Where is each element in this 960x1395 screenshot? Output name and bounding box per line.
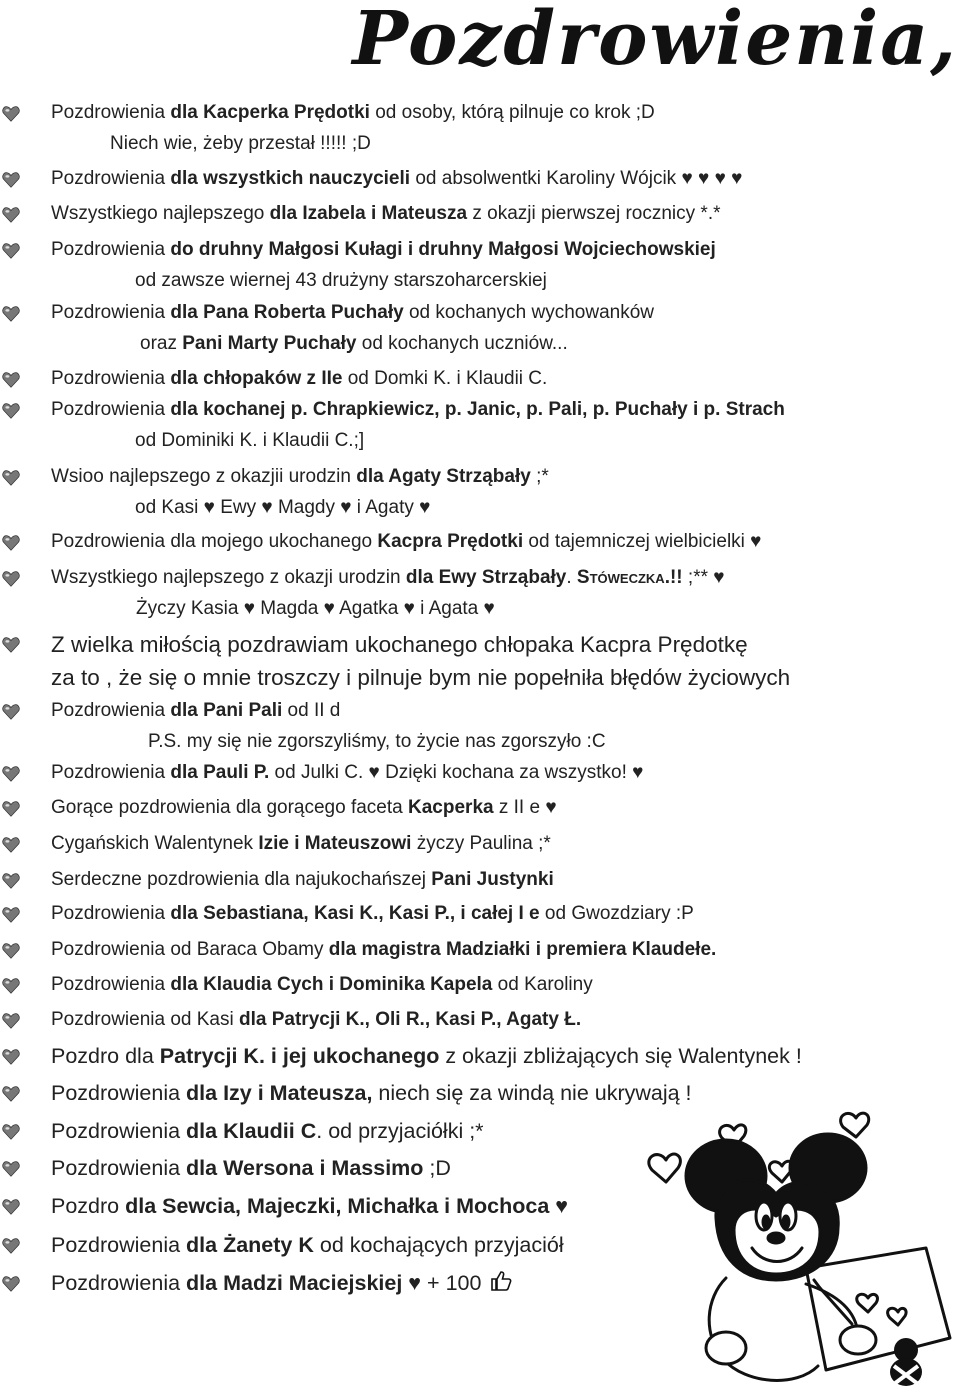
heart-icon <box>2 570 20 588</box>
text-segment: ;* <box>530 466 549 487</box>
text-segment: Pozdrowienia <box>51 1156 187 1180</box>
greeting-text-continued <box>110 132 371 156</box>
text-segment: od Julki C. ♥ Dzięki kochana za wszystko! ♥ <box>269 762 644 783</box>
heart-icon <box>2 942 20 960</box>
text-segment: życzy Paulina ;* <box>411 833 551 854</box>
highlighted-name: dla Pauli P. <box>170 762 270 783</box>
highlighted-name: dla magistra Madziałki i premiera Klaudełe. <box>328 939 717 960</box>
heart-icon <box>2 534 20 552</box>
heart-icon <box>2 1012 20 1030</box>
text-segment: od II d <box>282 700 341 721</box>
highlighted-name: dla Klaudii C <box>186 1119 317 1143</box>
greeting-text <box>51 1269 513 1297</box>
text-segment: Pozdrowienia <box>51 302 171 323</box>
heart-icon <box>2 171 20 189</box>
highlighted-name: dla Izabela i Mateusza <box>269 203 468 224</box>
text-segment: Z wielka miłością pozdrawiam ukochanego chłopaka Kacpra Prędotkę <box>51 632 748 657</box>
heart-icon <box>2 371 20 389</box>
text-segment: Wszystkiego najlepszego <box>51 203 270 224</box>
greeting-text <box>51 868 554 892</box>
text-segment: Pozdrowienia <box>51 1119 187 1143</box>
heart-icon <box>2 305 20 323</box>
text-segment: od Karoliny <box>492 974 593 995</box>
heart-icon <box>2 206 20 224</box>
heart-icon <box>2 906 20 924</box>
greeting-text <box>51 238 716 262</box>
heart-icon <box>2 1123 20 1141</box>
greeting-text <box>51 301 654 325</box>
text-segment: od Kasi ♥ Ewy ♥ Magdy ♥ i Agaty ♥ <box>135 497 431 518</box>
text-segment: . <box>566 567 577 588</box>
page-title: Pozdrowienia, <box>352 0 958 82</box>
greeting-text <box>51 1117 484 1145</box>
highlighted-name: dla Wersona i Massimo <box>186 1156 424 1180</box>
text-segment: Pozdrowienia <box>51 1271 187 1295</box>
text-segment: od kochających przyjaciół <box>313 1233 564 1257</box>
heart-icon <box>2 977 20 995</box>
text-segment: Pozdrowienia od Kasi <box>51 1009 239 1030</box>
text-segment: od tajemniczej wielbicielki ♥ <box>523 531 762 552</box>
highlighted-name: dla chłopaków z IIe <box>170 368 343 389</box>
highlighted-name: dla Żanety K <box>186 1233 314 1257</box>
heart-icon <box>2 1160 20 1178</box>
greeting-text-continued <box>51 663 790 693</box>
text-segment: Wsioo najlepszego z okazjii urodzin <box>51 466 357 487</box>
heart-icon <box>2 1048 20 1066</box>
highlighted-name: dla wszystkich nauczycieli <box>170 168 411 189</box>
greeting-text <box>51 1079 692 1107</box>
highlighted-name: dla Klaudia Cych i Dominika Kapela <box>170 974 493 995</box>
text-segment: niech się za windą nie ukrywają ! <box>372 1081 692 1105</box>
highlighted-name: dla Pani Pali <box>170 700 283 721</box>
text-segment: ;D <box>423 1156 451 1180</box>
heart-icon <box>2 765 20 783</box>
greeting-text-continued <box>135 429 364 453</box>
greeting-text <box>51 1154 451 1182</box>
greeting-text <box>51 1192 568 1220</box>
greeting-text <box>51 167 742 191</box>
highlighted-name: Patrycji K. i jej ukochanego <box>159 1044 440 1068</box>
heart-icon <box>2 703 20 721</box>
heart-icon <box>2 469 20 487</box>
text-segment: Pozdrowienia od Baraca Obamy <box>51 939 329 960</box>
heart-icon <box>2 1198 20 1216</box>
greeting-text <box>51 832 551 856</box>
heart-icon <box>2 800 20 818</box>
text-segment: Pozdrowienia <box>51 762 171 783</box>
highlighted-name: do druhny Małgosi Kułagi i druhny Małgosi Wojciechowskiej <box>170 239 716 260</box>
highlighted-name: Izie i Mateuszowi <box>258 833 412 854</box>
text-segment: Niech wie, żeby przestał !!!!! ;D <box>110 133 371 154</box>
highlighted-name: .!! <box>664 567 683 588</box>
greeting-text-continued <box>136 597 495 621</box>
highlighted-name: Pani Justynki <box>431 869 554 890</box>
text-segment: Pozdro dla <box>51 1044 160 1068</box>
text-segment: od kochanych wychowanków <box>403 302 655 323</box>
text-segment: od Domki K. i Klaudii C. <box>342 368 548 389</box>
text-segment: Pozdrowienia <box>51 239 171 260</box>
text-segment: za to , że się o mnie troszczy i pilnuje bym nie popełniła błędów życiowych <box>51 665 791 690</box>
text-segment: Pozdrowienia <box>51 168 171 189</box>
text-segment: ♥ <box>549 1194 569 1218</box>
heart-icon <box>2 242 20 260</box>
text-segment: P.S. my się nie zgorszyliśmy, to życie nas zgorszyło :C <box>148 731 606 752</box>
text-segment: . od przyjaciółki ;* <box>316 1119 484 1143</box>
greeting-text <box>51 1008 581 1032</box>
heart-icon <box>2 1275 20 1293</box>
text-segment: z okazji pierwszej rocznicy *.* <box>467 203 721 224</box>
text-segment: Pozdrowienia <box>51 974 171 995</box>
highlighted-name: dla Ewy Strząbały <box>405 567 567 588</box>
heart-icon <box>2 636 20 654</box>
text-segment: Gorące pozdrowienia dla gorącego faceta <box>51 797 409 818</box>
text-segment: Pozdrowienia dla mojego ukochanego <box>51 531 378 552</box>
greeting-text-continued <box>135 269 547 293</box>
highlighted-name: dla Sebastiana, Kasi K., Kasi P., i całej I e <box>170 903 540 924</box>
greeting-text <box>51 796 557 820</box>
text-segment: Pozdrowienia <box>51 700 171 721</box>
highlighted-name: dla Patrycji K., Oli R., Kasi P., Agaty Ł. <box>239 1009 582 1030</box>
greeting-text <box>51 938 716 962</box>
greeting-text <box>51 398 785 422</box>
highlighted-name: dla Madzi Maciejskiej <box>186 1271 403 1295</box>
text-segment: od Dominiki K. i Klaudii C.;] <box>135 430 365 451</box>
greeting-text <box>51 1231 564 1259</box>
highlighted-name: dla Pana Roberta Puchały <box>170 302 404 323</box>
text-segment: Pozdrowienia <box>51 1081 187 1105</box>
floating-heart-icon <box>841 1113 869 1137</box>
heart-icon <box>2 836 20 854</box>
greeting-text <box>51 566 725 590</box>
greeting-text <box>51 761 643 785</box>
text-segment: Cygańskich Walentynek <box>51 833 259 854</box>
text-segment: od osoby, którą pilnuje co krok ;D <box>369 102 655 123</box>
greeting-text <box>51 530 761 554</box>
heart-icon <box>2 402 20 420</box>
highlighted-name: Pani Marty Puchały <box>182 333 357 354</box>
greeting-text <box>51 973 593 997</box>
text-segment: ♥ + 100 <box>402 1271 482 1295</box>
greeting-text <box>51 699 340 723</box>
text-segment: Stóweczka <box>576 567 665 588</box>
text-segment: z II e ♥ <box>493 797 557 818</box>
text-segment: od Gwozdziary :P <box>539 903 694 924</box>
greeting-text <box>51 902 694 926</box>
highlighted-name: dla kochanej p. Chrapkiewicz, p. Janic, p. Pali, p. Puchały i p. Strach <box>170 399 785 420</box>
floating-heart-icon <box>649 1154 681 1182</box>
greeting-text-continued <box>148 730 606 754</box>
greeting-text-continued <box>140 332 568 356</box>
greeting-text <box>51 367 547 391</box>
text-segment: Pozdrowienia <box>51 1233 187 1257</box>
text-segment: od zawsze wiernej 43 drużyny starszoharcerskiej <box>135 270 547 291</box>
heart-icon <box>2 1085 20 1103</box>
greeting-text <box>51 101 655 125</box>
text-segment: Pozdrowienia <box>51 102 171 123</box>
thumbs-up-icon <box>489 1269 513 1293</box>
text-segment: od kochanych uczniów... <box>356 333 568 354</box>
highlighted-name: dla Kacperka Prędotki <box>170 102 370 123</box>
greeting-text <box>51 465 549 489</box>
highlighted-name: dla Izy i Mateusza, <box>186 1081 373 1105</box>
heart-icon <box>2 105 20 123</box>
greeting-text <box>51 1042 802 1070</box>
text-segment: Serdeczne pozdrowienia dla najukochańszej <box>51 869 432 890</box>
greeting-text <box>51 630 748 660</box>
greeting-text <box>51 202 721 226</box>
text-segment: od absolwentki Karoliny Wójcik ♥ ♥ ♥ ♥ <box>410 168 743 189</box>
heart-icon <box>2 872 20 890</box>
text-segment: Pozdrowienia <box>51 368 171 389</box>
highlighted-name: Kacperka <box>408 797 494 818</box>
text-segment: Pozdro <box>51 1194 126 1218</box>
text-segment: z okazji zbliżających się Walentynek ! <box>439 1044 802 1068</box>
highlighted-name: dla Agaty Strząbały <box>356 466 531 487</box>
text-segment: ;** ♥ <box>682 567 725 588</box>
mickey-mouse-illustration <box>606 1098 960 1395</box>
text-segment: oraz <box>140 333 183 354</box>
text-segment: Wszystkiego najlepszego z okazji urodzin <box>51 567 406 588</box>
text-segment: Życzy Kasia ♥ Magda ♥ Agatka ♥ i Agata ♥ <box>136 598 495 619</box>
text-segment: Pozdrowienia <box>51 903 171 924</box>
highlighted-name: Kacpra Prędotki <box>377 531 524 552</box>
heart-icon <box>2 1237 20 1255</box>
text-segment: Pozdrowienia <box>51 399 171 420</box>
highlighted-name: dla Sewcia, Majeczki, Michałka i Mochoca <box>125 1194 550 1218</box>
greeting-text-continued <box>135 496 430 520</box>
